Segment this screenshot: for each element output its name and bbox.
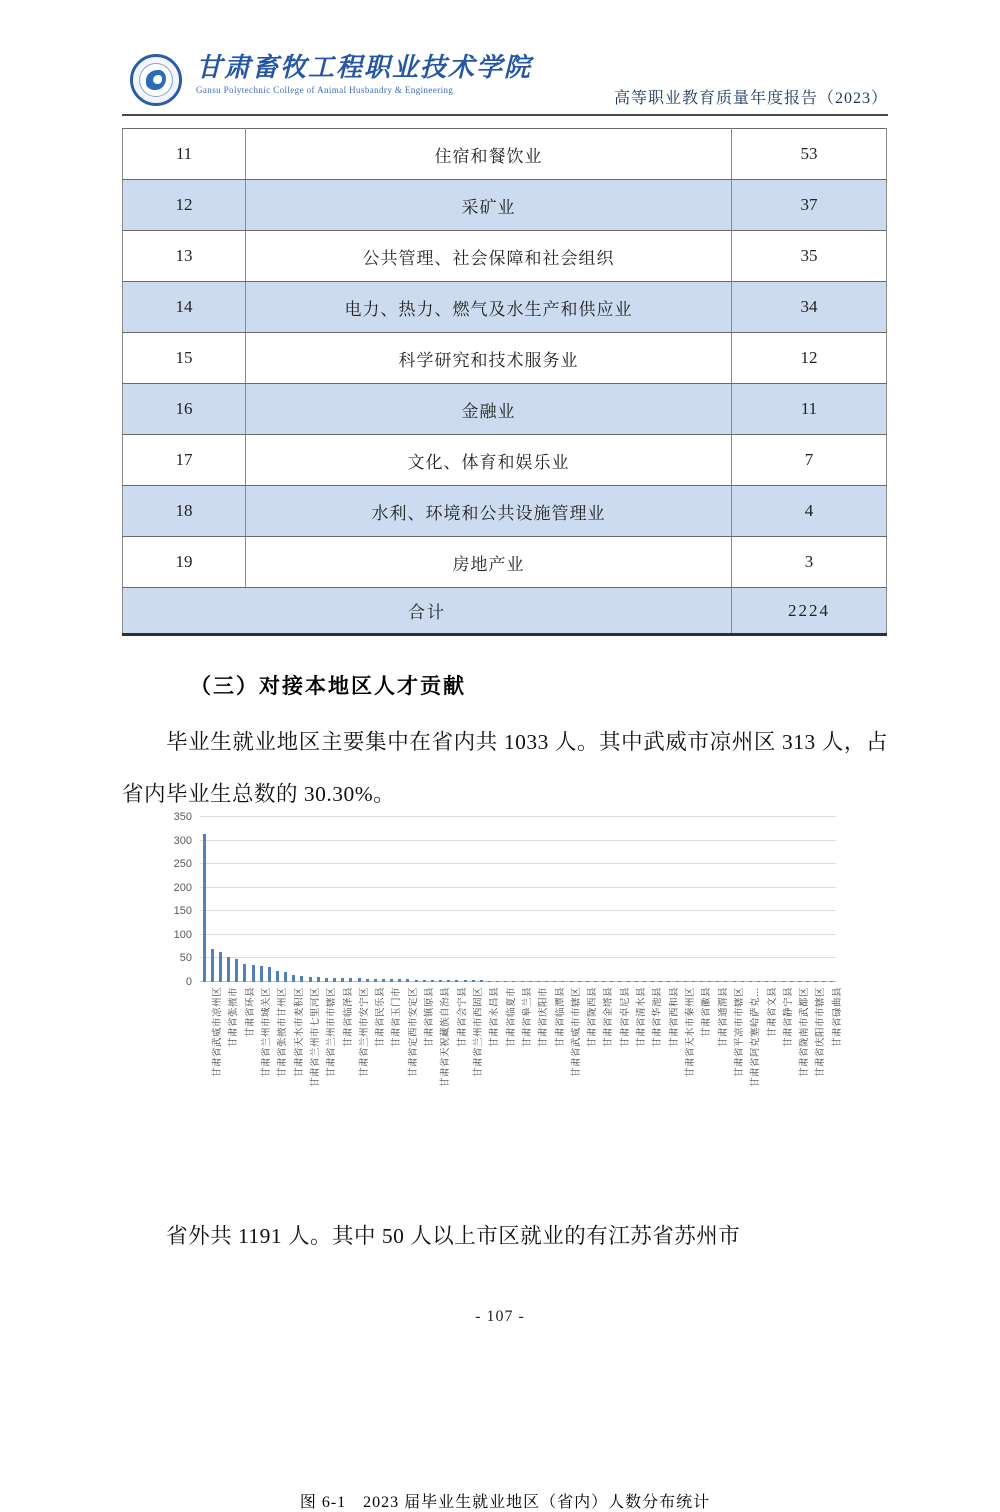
- bar: [594, 981, 597, 982]
- x-tick-label-text: 甘肃省武威市凉州区: [212, 987, 224, 1078]
- bar: [512, 981, 515, 982]
- page-header: [122, 52, 888, 110]
- bar: [553, 981, 556, 982]
- college-name-cn: 甘肃畜牧工程职业技术学院: [196, 53, 533, 82]
- count-cell: 37: [732, 180, 887, 231]
- y-tick-label: 100: [173, 928, 192, 941]
- bar: [496, 981, 499, 982]
- bar: [431, 980, 434, 982]
- x-tick-label-text: 甘肃省平凉市市辖区: [733, 987, 745, 1078]
- x-tick-label-text: 甘肃省兰州市城关区: [261, 987, 272, 1078]
- bar: [692, 981, 695, 982]
- x-tick-label-text: 甘肃省镇原县: [424, 987, 436, 1048]
- x-tick-label-text: 甘肃省玉门市: [391, 987, 403, 1048]
- bar: [472, 980, 475, 982]
- x-tick-label-text: 甘肃省静宁县: [782, 987, 794, 1048]
- table-row: [123, 384, 887, 435]
- bar: [447, 980, 450, 982]
- row-number-cell: 13: [123, 231, 246, 282]
- table-row: [123, 180, 887, 231]
- bar: [651, 981, 654, 982]
- bar: [358, 978, 361, 982]
- gridline: [200, 910, 836, 911]
- bar: [260, 966, 263, 982]
- gridline: [200, 957, 836, 958]
- bar: [773, 981, 776, 982]
- paragraph-out-of-province: 省外共 1191 人。其中 50 人以上市区就业的有江苏省苏州市: [166, 1224, 741, 1248]
- x-tick-label-text: 甘肃省徽县: [701, 987, 713, 1038]
- bar: [684, 981, 687, 982]
- table-row: [123, 435, 887, 486]
- bar: [733, 981, 736, 982]
- x-tick-label-text: 甘肃省通渭县: [717, 987, 729, 1048]
- bar: [643, 981, 646, 982]
- bar: [341, 978, 344, 982]
- x-tick-label-text: 甘肃省临泽县: [342, 987, 354, 1048]
- bar: [586, 981, 589, 982]
- x-tick-label-text: 甘肃省兰州市市辖区: [326, 987, 338, 1078]
- bar: [325, 978, 328, 982]
- table-row: [123, 231, 887, 282]
- row-number-cell: 17: [123, 435, 246, 486]
- count-cell: 12: [732, 333, 887, 384]
- row-number-cell: 18: [123, 486, 246, 537]
- page-number: - 107 -: [475, 1308, 525, 1325]
- bar: [423, 980, 426, 982]
- bar: [488, 981, 491, 982]
- x-tick-label-text: 甘肃省碌曲县: [831, 987, 843, 1048]
- row-number-cell: 19: [123, 537, 246, 588]
- table-row: [123, 129, 887, 180]
- x-tick-label-text: 甘肃省华池县: [652, 987, 664, 1048]
- bar: [464, 980, 467, 982]
- bar: [235, 959, 238, 982]
- bar: [382, 979, 385, 982]
- y-tick-label: 50: [179, 952, 192, 965]
- bar: [219, 952, 222, 982]
- section-heading: （三）对接本地区人才贡献: [190, 674, 466, 698]
- bar: [627, 981, 630, 982]
- table-row: [123, 486, 887, 537]
- bar: [618, 981, 621, 982]
- industry-name-cell: 文化、体育和娱乐业: [246, 435, 732, 486]
- bar: [830, 981, 833, 982]
- x-tick-label-text: 甘肃省张掖市: [228, 987, 240, 1048]
- page-footer: [0, 1308, 1000, 1326]
- total-count-cell: 2224: [732, 588, 887, 635]
- bar: [561, 981, 564, 982]
- x-tick-label-text: 甘肃省环县: [244, 987, 256, 1038]
- y-tick-label: 350: [173, 811, 192, 823]
- bar: [211, 949, 214, 982]
- y-tick-label: 150: [173, 905, 192, 918]
- gridline: [200, 816, 836, 817]
- table-row: [123, 537, 887, 588]
- bar: [284, 972, 287, 982]
- bar: [227, 957, 230, 982]
- bar: [741, 981, 744, 982]
- x-tick-label-text: 甘肃省文县: [766, 987, 778, 1038]
- paragraph-in-province: 毕业生就业地区主要集中在省内共 1033 人。其中武威市凉州区 313 人，占省内毕业生总数的 30.30%。: [122, 730, 888, 806]
- count-cell: 53: [732, 129, 887, 180]
- row-number-cell: 15: [123, 333, 246, 384]
- x-tick-label-text: 甘肃省庆阳市市辖区: [815, 987, 827, 1078]
- figure-6-1: [122, 811, 888, 1512]
- count-cell: 35: [732, 231, 887, 282]
- y-tick-label: 0: [185, 976, 192, 988]
- bar: [300, 976, 303, 982]
- y-tick-label: 250: [173, 858, 192, 871]
- bar: [635, 981, 638, 982]
- bar: [349, 978, 352, 982]
- bar: [398, 979, 401, 982]
- x-tick-label-text: 甘肃省金塔县: [603, 987, 615, 1048]
- count-cell: 4: [732, 486, 887, 537]
- bar: [570, 981, 573, 982]
- bar: [724, 981, 727, 982]
- college-name-en: Gansu Polytechnic College of Animal Husbandry & Engineering: [196, 85, 454, 96]
- x-tick-label-text: 甘肃省陇西县: [587, 987, 599, 1048]
- bar: [374, 979, 377, 982]
- count-cell: 34: [732, 282, 887, 333]
- bar: [406, 979, 409, 982]
- industry-employment-table: [122, 128, 887, 636]
- x-tick-label-text: 甘肃省临夏市: [505, 987, 517, 1048]
- bar: [480, 980, 483, 982]
- header-divider: [122, 114, 888, 116]
- bar: [252, 965, 255, 982]
- bar: [749, 981, 752, 982]
- gridline: [200, 863, 836, 864]
- x-tick-label-text: 甘肃省兰州市七里河区: [309, 987, 321, 1088]
- bar: [268, 967, 271, 982]
- bar: [610, 981, 613, 982]
- bar: [439, 980, 442, 982]
- x-tick-label-text: 甘肃省陇南市武都区: [799, 987, 811, 1078]
- x-tick-label-text: 甘肃省卓尼县: [619, 987, 631, 1048]
- bar: [390, 979, 393, 982]
- count-cell: 3: [732, 537, 887, 588]
- gridline: [200, 887, 836, 888]
- bar: [537, 981, 540, 982]
- table-row: [123, 282, 887, 333]
- college-logo-icon: [130, 54, 182, 106]
- bar: [659, 981, 662, 982]
- x-tick-label-text: 甘肃省兰州市安宁区: [358, 987, 370, 1078]
- total-label-cell: 合计: [123, 588, 732, 635]
- x-tick-label-text: 甘肃省民乐县: [375, 987, 387, 1048]
- x-tick-label-text: 甘肃省武威市市辖区: [570, 987, 582, 1078]
- bar: [814, 981, 817, 982]
- x-tick-label-text: 甘肃省张掖市甘州区: [277, 987, 289, 1078]
- bar: [333, 978, 336, 982]
- bar: [578, 981, 581, 982]
- industry-name-cell: 电力、热力、燃气及水生产和供应业: [246, 282, 732, 333]
- bar: [716, 981, 719, 982]
- y-tick-label: 300: [173, 834, 192, 847]
- bar: [309, 977, 312, 982]
- bar: [243, 964, 246, 982]
- bar: [529, 981, 532, 982]
- bar: [276, 971, 279, 982]
- table-total-row: [123, 588, 887, 635]
- row-number-cell: 16: [123, 384, 246, 435]
- industry-name-cell: 采矿业: [246, 180, 732, 231]
- bar: [822, 981, 825, 982]
- industry-name-cell: 公共管理、社会保障和社会组织: [246, 231, 732, 282]
- count-cell: 11: [732, 384, 887, 435]
- bar: [798, 981, 801, 982]
- college-identity: [196, 52, 532, 95]
- bar: [292, 975, 295, 982]
- industry-name-cell: 金融业: [246, 384, 732, 435]
- x-tick-label-text: 甘肃省西和县: [668, 987, 680, 1048]
- table-row: [123, 333, 887, 384]
- bar: [667, 981, 670, 982]
- y-tick-label: 200: [173, 881, 192, 894]
- x-tick-label-text: 甘肃省天祝藏族自治县: [440, 987, 452, 1088]
- bar: [317, 977, 320, 982]
- industry-name-cell: 房地产业: [246, 537, 732, 588]
- x-tick-label-text: 甘肃省天水市麦积区: [293, 987, 305, 1078]
- x-tick-label-text: 甘肃省定西市安定区: [407, 987, 419, 1078]
- report-title: 高等职业教育质量年度报告（2023）: [613, 90, 888, 107]
- bar: [765, 981, 768, 982]
- x-tick-label-text: 甘肃省临潭县: [554, 987, 566, 1048]
- bar: [545, 981, 548, 982]
- bar: [806, 981, 809, 982]
- x-tick-label-text: 甘肃省兰州市西固区: [473, 987, 484, 1078]
- chart-plot-area: [200, 815, 836, 983]
- bar: [455, 980, 458, 982]
- count-cell: 7: [732, 435, 887, 486]
- bar: [521, 981, 524, 982]
- bar: [790, 981, 793, 982]
- figure-caption: 图 6-1 2023 届毕业生就业地区（省内）人数分布统计: [299, 1494, 711, 1511]
- bar: [708, 981, 711, 982]
- bar-chart: [164, 811, 843, 1145]
- chart-x-axis-labels: [200, 985, 843, 1143]
- bar: [366, 979, 369, 982]
- gridline: [200, 934, 836, 935]
- bar: [676, 981, 679, 982]
- x-tick-label-text: 甘肃省庆阳市: [538, 987, 550, 1048]
- x-tick-label-text: 甘肃省皋兰县: [521, 987, 533, 1048]
- industry-name-cell: 住宿和餐饮业: [246, 129, 732, 180]
- bar: [415, 980, 418, 982]
- x-tick-label-text: 甘肃省永昌县: [489, 987, 501, 1048]
- row-number-cell: 11: [123, 129, 246, 180]
- industry-name-cell: 科学研究和技术服务业: [246, 333, 732, 384]
- x-tick-label-text: 甘肃省阿克塞哈萨克…: [750, 987, 762, 1088]
- row-number-cell: 12: [123, 180, 246, 231]
- bar: [700, 981, 703, 982]
- row-number-cell: 14: [123, 282, 246, 333]
- logo-emblem-highlight: [153, 75, 162, 84]
- bar: [602, 981, 605, 982]
- x-tick-label-text: 甘肃省会宁县: [456, 987, 468, 1048]
- bar: [203, 834, 206, 982]
- x-tick-label-text: 甘肃省天水市秦州区: [685, 987, 696, 1078]
- bar: [782, 981, 785, 982]
- bar: [504, 981, 507, 982]
- x-tick-label-text: 甘肃省清水县: [636, 987, 648, 1048]
- bar: [757, 981, 760, 982]
- gridline: [200, 840, 836, 841]
- industry-name-cell: 水利、环境和公共设施管理业: [246, 486, 732, 537]
- chart-y-axis: [164, 811, 196, 988]
